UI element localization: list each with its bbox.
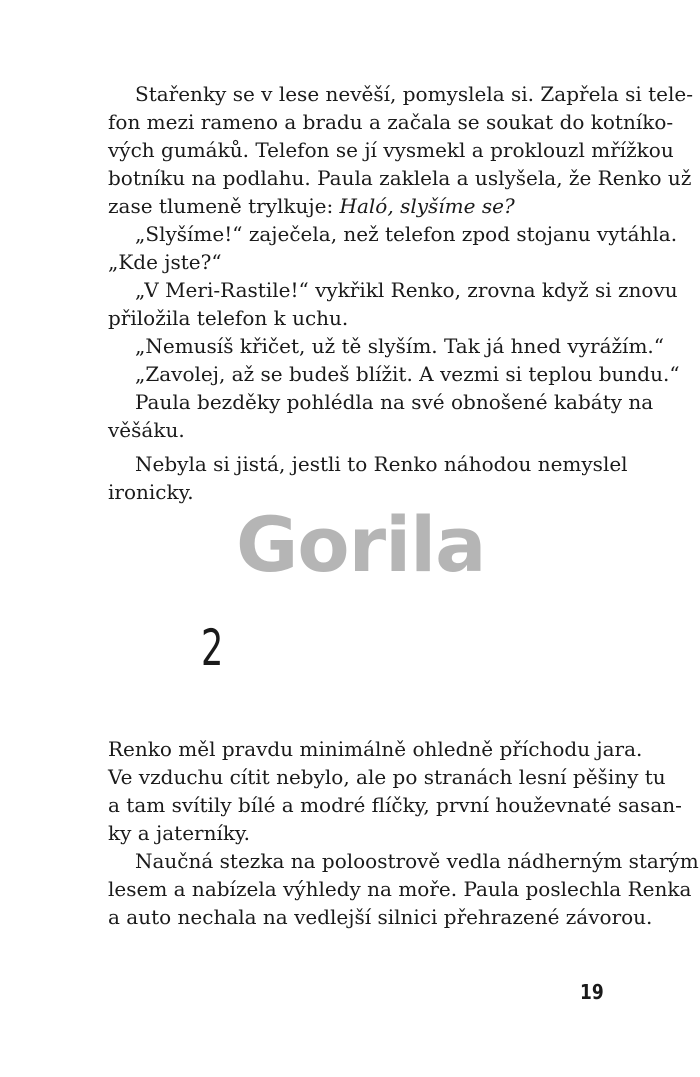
text-line: Nebyla si jistá, jestli to Renko náhodou nemyslel bbox=[135, 452, 628, 476]
text-line: „Nemusíš křičet, už tě slyším. Tak já hned vyrážím.“ bbox=[135, 334, 664, 358]
chapter-number: 2 bbox=[201, 619, 224, 677]
text-line: Paula bezděky pohlédla na své obnošené kabáty na bbox=[135, 390, 654, 414]
text-line: Stařenky se v lese nevěší, pomyslela si. Zapřela si tele- bbox=[135, 82, 693, 106]
text-line: vých gumáků. Telefon se jí vysmekl a proklouzl mřížkou bbox=[108, 138, 674, 162]
text-line: „V Meri-Rastile!“ vykřikl Renko, zrovna když si znovu bbox=[135, 278, 678, 302]
watermark-logo: Gorila bbox=[236, 500, 486, 589]
text-line: a tam svítily bílé a modré flíčky, první houževnaté sasan- bbox=[108, 793, 682, 817]
page-number: 19 bbox=[580, 980, 604, 1004]
text-line: lesem a nabízela výhledy na moře. Paula poslechla Renka bbox=[108, 877, 692, 901]
text-line: botníku na podlahu. Paula zaklela a uslyšela, že Renko už bbox=[108, 166, 692, 190]
text-segment: zase tlumeně trylkuje: bbox=[108, 194, 340, 218]
text-line: ironicky. bbox=[108, 480, 194, 504]
text-line: „Zavolej, až se budeš blížit. A vezmi si teplou bundu.“ bbox=[135, 362, 680, 386]
text-line: Renko měl pravdu minimálně ohledně příchodu jara. bbox=[108, 737, 643, 761]
text-line: Naučná stezka na poloostrově vedla nádherným starým bbox=[135, 849, 699, 873]
text-line: ky a jaterníky. bbox=[108, 821, 251, 845]
text-line: Ve vzduchu cítit nebylo, ale po stranách lesní pěšiny tu bbox=[108, 765, 666, 789]
text-line bbox=[108, 192, 515, 220]
text-line: věšáku. bbox=[108, 418, 185, 442]
text-line: přiložila telefon k uchu. bbox=[108, 306, 349, 330]
text-line: „Slyšíme!“ zaječela, než telefon zpod stojanu vytáhla. bbox=[135, 222, 678, 246]
text-line: fon mezi rameno a bradu a začala se soukat do kotníko- bbox=[108, 110, 674, 134]
text-line: a auto nechala na vedlejší silnici přehrazené závorou. bbox=[108, 905, 653, 929]
text-line: „Kde jste?“ bbox=[108, 250, 222, 274]
italic-text: Haló, slyšíme se? bbox=[339, 194, 515, 218]
